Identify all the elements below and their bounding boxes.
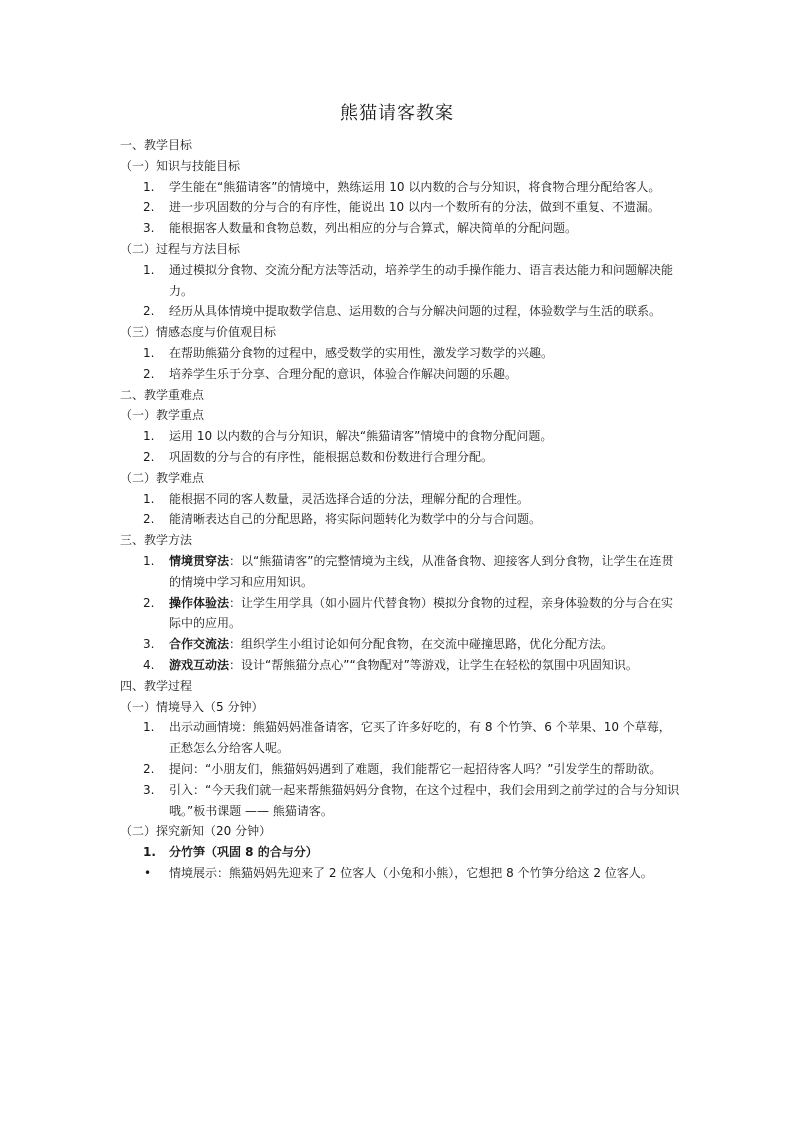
section-heading: 一、教学目标 (120, 138, 193, 152)
item-number: 3. (143, 782, 155, 797)
item-number: 2. (143, 512, 155, 527)
section-heading: 四、教学过程 (120, 678, 193, 693)
item-text: 进一步巩固数的分与合的有序性，能说出 10 以内一个数所有的分法，做到不重复、不遗漏。 (169, 200, 660, 215)
list-item (120, 717, 680, 759)
document-title: 熊猫请客教案 (340, 103, 454, 124)
item-text: 培养学生乐于分享、合理分配的意识，体验合作解决问题的乐趣。 (169, 366, 518, 381)
item-number: 1. (143, 345, 155, 360)
method-name: 情境贯穿法 (169, 553, 230, 568)
subsection-heading: （二）教学难点 (120, 470, 205, 485)
item-text: 在帮助熊猫分食物的过程中，感受数学的实用性，激发学习数学的兴趣。 (169, 345, 554, 360)
list-item (120, 634, 680, 655)
list-item (120, 759, 680, 780)
item-number: 2. (143, 761, 155, 776)
subsection-heading: （一）情境导入（5 分钟） (120, 699, 264, 714)
item-number: 2. (143, 595, 155, 610)
item-text: 能根据客人数量和食物总数，列出相应的分与合算式，解决简单的分配问题。 (169, 221, 578, 236)
item-number: 1. (143, 491, 155, 506)
list-item (120, 301, 680, 322)
method-desc: ：设计“帮熊猫分点心”“食物配对”等游戏，让学生在轻松的氛围中巩固知识。 (229, 657, 638, 672)
list-item (120, 447, 680, 468)
item-number: 1. (143, 429, 155, 444)
list-item (120, 509, 680, 530)
step-heading: 分竹笋（巩固 8 的合与分） (169, 845, 318, 860)
list-item (120, 863, 680, 884)
item-number: 1. (143, 262, 155, 277)
list-item (120, 260, 680, 302)
item-text: 出示动画情境：熊猫妈妈准备请客，它买了许多好吃的，有 8 个竹笋、6 个苹果、10 个草莓，正愁怎么分给客人呢。 (169, 720, 671, 756)
item-number: 2. (143, 366, 155, 381)
list-item (120, 177, 680, 198)
item-text (169, 593, 680, 635)
item-number: 1. (143, 720, 155, 735)
subsection-heading: （一）教学重点 (120, 408, 205, 423)
item-text: 通过模拟分食物、交流分配方法等活动，培养学生的动手操作能力、语言表达能力和问题解决能力。 (169, 262, 674, 298)
item-number: 1. (143, 179, 155, 194)
method-name: 合作交流法 (169, 637, 230, 652)
subsection-heading: （一）知识与技能目标 (120, 158, 241, 173)
document-body (120, 135, 680, 884)
item-text (169, 655, 680, 676)
method-name: 游戏互动法 (169, 657, 230, 672)
item-text: 经历从具体情境中提取数学信息、运用数的合与分解决问题的过程，体验数学与生活的联系。 (169, 304, 662, 319)
item-number: 2. (143, 304, 155, 319)
list-item (120, 364, 680, 385)
list-item (120, 842, 680, 863)
subsection-heading: （二）探究新知（20 分钟） (120, 824, 272, 839)
method-name: 操作体验法 (169, 595, 230, 610)
section-heading: 二、教学重难点 (120, 387, 205, 402)
item-number: 3. (143, 637, 155, 652)
list-item (120, 343, 680, 364)
method-desc: ：组织学生小组讨论如何分配食物，在交流中碰撞思路，优化分配方法。 (229, 637, 614, 652)
subsection-heading: （三）情感态度与价值观目标 (120, 325, 277, 340)
item-number: 3. (143, 221, 155, 236)
list-item (120, 426, 680, 447)
item-text: 运用 10 以内数的合与分知识，解决“熊猫请客”情境中的食物分配问题。 (169, 429, 553, 444)
subsection-heading: （二）过程与方法目标 (120, 241, 241, 256)
item-text: 学生能在“熊猫请客”的情境中，熟练运用 10 以内数的合与分知识，将食物合理分配给客人。 (169, 179, 661, 194)
item-text: 情境展示：熊猫妈妈先迎来了 2 位客人（小兔和小熊），它想把 8 个竹笋分给这 2 位客人。 (169, 865, 653, 880)
method-desc: ：让学生用学具（如小圆片代替食物）模拟分食物的过程，亲身体验数的分与合在实际中的应用。 (169, 595, 674, 631)
item-number: 2. (143, 200, 155, 215)
item-text: 能清晰表达自己的分配思路，将实际问题转化为数学中的分与合问题。 (169, 512, 542, 527)
item-number: 1. (143, 553, 155, 568)
item-number: 1. (143, 845, 156, 860)
item-number: 4. (143, 657, 155, 672)
list-item (120, 655, 680, 676)
list-item (120, 218, 680, 239)
bullet-icon: • (144, 865, 152, 880)
item-text: 能根据不同的客人数量，灵活选择合适的分法，理解分配的合理性。 (169, 491, 530, 506)
list-item (120, 197, 680, 218)
item-text: 提问：“小朋友们，熊猫妈妈遇到了难题，我们能帮它一起招待客人吗？”引发学生的帮助欲。 (169, 761, 662, 776)
section-heading: 三、教学方法 (120, 533, 193, 548)
list-item (120, 489, 680, 510)
list-item (120, 593, 680, 635)
list-item (120, 551, 680, 593)
item-text (169, 634, 680, 655)
item-text (169, 551, 680, 593)
list-item (120, 780, 680, 822)
item-text: 巩固数的分与合的有序性，能根据总数和份数进行合理分配。 (169, 449, 494, 464)
item-number: 2. (143, 449, 155, 464)
item-text: 引入：“今天我们就一起来帮熊猫妈妈分食物，在这个过程中，我们会用到之前学过的合与分知识哦。”板书课题 —— 熊猫请客。 (169, 782, 680, 818)
method-desc: ：以“熊猫请客”的完整情境为主线，从准备食物、迎接客人到分食物，让学生在连贯的情境中学习和应用知识。 (169, 553, 674, 589)
